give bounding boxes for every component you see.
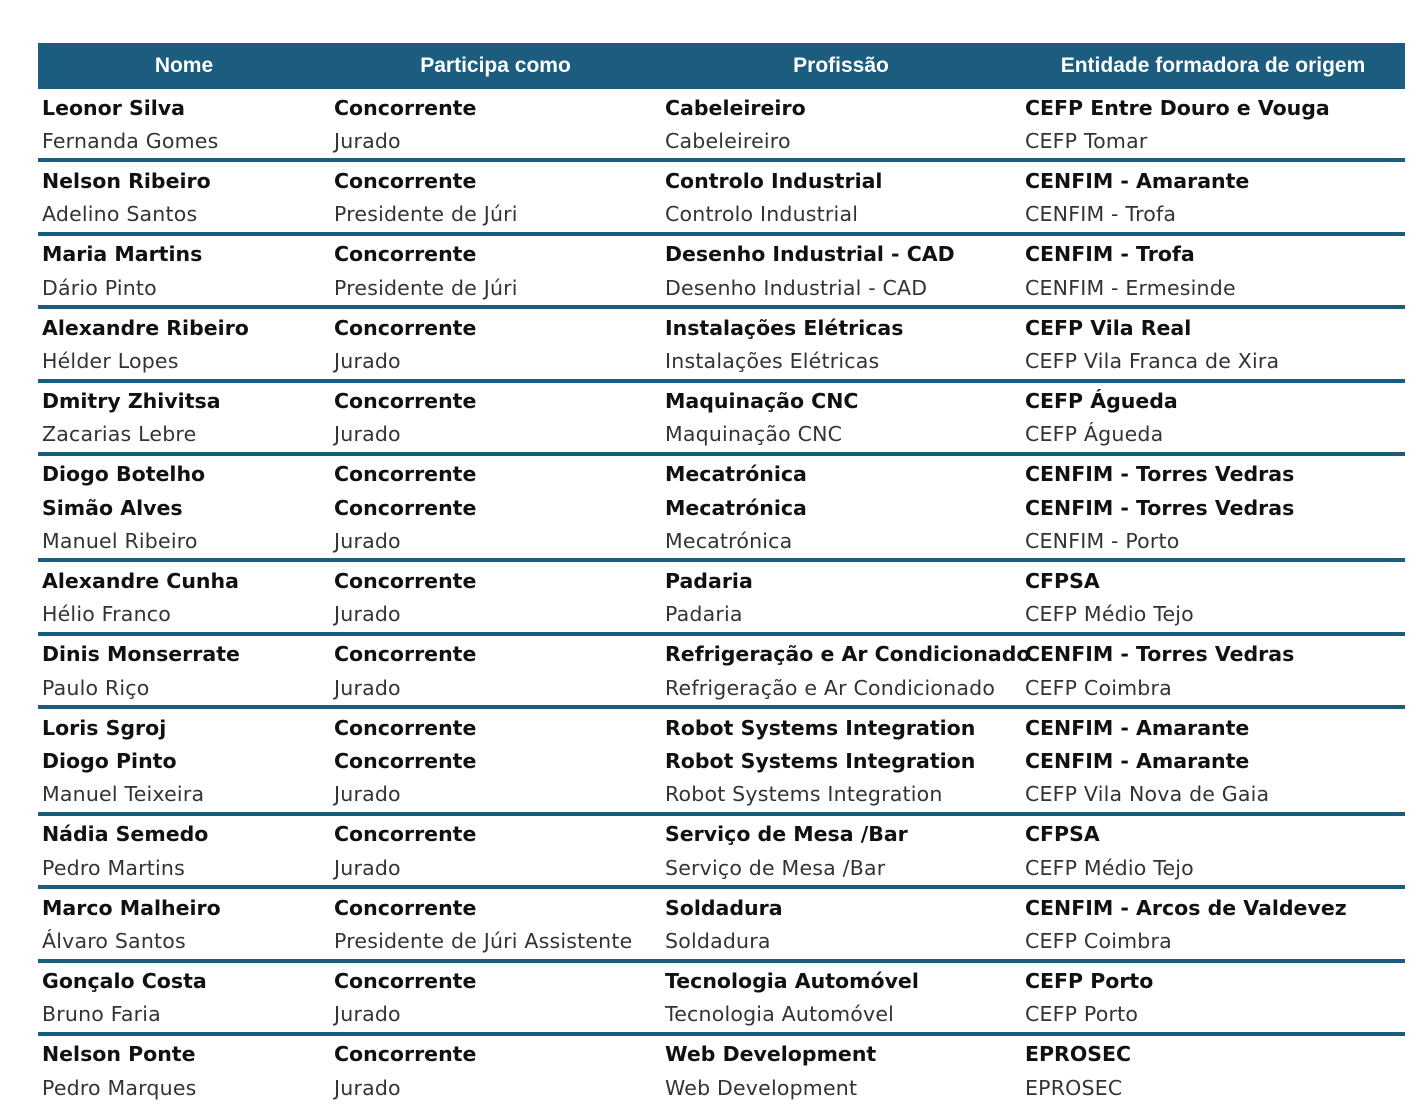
table-group [38, 162, 1405, 235]
cell-nome: Manuel Teixeira [42, 782, 205, 807]
cell-entidade: CEFP Águeda [1025, 422, 1164, 447]
table-row [38, 924, 1405, 957]
cell-profissao: Instalações Elétricas [665, 315, 904, 340]
table-group [38, 456, 1405, 563]
cell-entidade: CEFP Águeda [1025, 389, 1178, 414]
cell-participa-como: Concorrente [334, 895, 477, 920]
cell-participa-como: Jurado [334, 422, 401, 447]
cell-profissao: Padaria [665, 569, 753, 594]
table-group [38, 383, 1405, 456]
cell-profissao: Refrigeração e Ar Condicionado [665, 642, 1031, 667]
cell-nome: Zacarias Lebre [42, 422, 197, 447]
table-row [38, 491, 1405, 524]
cell-nome: Gonçalo Costa [42, 969, 207, 994]
header-profissao: Profissão [793, 54, 889, 77]
table-group [38, 963, 1405, 1036]
cell-participa-como: Concorrente [334, 95, 477, 120]
header-nome: Nome [154, 54, 214, 77]
header-entidade: Entidade formadora de origem [1060, 54, 1366, 77]
cell-nome: Bruno Faria [42, 1002, 161, 1027]
cell-nome: Leonor Silva [42, 95, 185, 120]
cell-entidade: EPROSEC [1025, 1042, 1132, 1067]
cell-participa-como: Concorrente [334, 462, 477, 487]
cell-participa-como: Concorrente [334, 822, 477, 847]
cell-nome: Hélder Lopes [42, 348, 179, 373]
table-row [38, 851, 1405, 884]
table-row [38, 124, 1405, 157]
table-group [38, 636, 1405, 709]
table-row [38, 1038, 1405, 1071]
cell-profissao: Desenho Industrial - CAD [665, 242, 955, 267]
cell-nome: Diogo Botelho [42, 462, 206, 487]
cell-entidade: CENFIM - Trofa [1025, 202, 1177, 227]
cell-nome: Álvaro Santos [42, 928, 186, 953]
cell-entidade: CFPSA [1025, 822, 1100, 847]
cell-profissao: Soldadura [665, 928, 771, 953]
cell-entidade: CFPSA [1025, 569, 1100, 594]
table-body [38, 89, 1405, 1105]
cell-participa-como: Concorrente [334, 242, 477, 267]
cell-entidade: CEFP Coimbra [1025, 928, 1172, 953]
table-row [38, 271, 1405, 304]
cell-profissao: Padaria [665, 602, 743, 627]
table-row [38, 891, 1405, 924]
table-row [38, 998, 1405, 1031]
cell-participa-como: Concorrente [334, 389, 477, 414]
table-group [38, 816, 1405, 889]
cell-nome: Maria Martins [42, 242, 203, 267]
table-group [38, 309, 1405, 382]
table-row [38, 198, 1405, 231]
table-group [38, 889, 1405, 962]
cell-participa-como: Concorrente [334, 569, 477, 594]
cell-nome: Simão Alves [42, 495, 183, 520]
table-row [38, 91, 1405, 124]
table-row [38, 1071, 1405, 1104]
cell-nome: Alexandre Cunha [42, 569, 239, 594]
cell-nome: Dmitry Zhivitsa [42, 389, 221, 414]
cell-profissao: Instalações Elétricas [665, 348, 880, 373]
table-group [38, 89, 1405, 162]
cell-participa-como: Concorrente [334, 168, 477, 193]
cell-entidade: CEFP Entre Douro e Vouga [1025, 95, 1330, 120]
cell-nome: Nelson Ribeiro [42, 168, 211, 193]
cell-profissao: Desenho Industrial - CAD [665, 275, 928, 300]
cell-entidade: CEFP Porto [1025, 969, 1154, 994]
cell-profissao: Robot Systems Integration [665, 782, 943, 807]
cell-participa-como: Jurado [334, 782, 401, 807]
table-row [38, 564, 1405, 597]
table-row [38, 818, 1405, 851]
cell-nome: Paulo Riço [42, 675, 150, 700]
cell-entidade: CEFP Coimbra [1025, 675, 1172, 700]
cell-profissao: Mecatrónica [665, 462, 807, 487]
cell-entidade: CEFP Vila Franca de Xira [1025, 348, 1280, 373]
table-group [38, 1036, 1405, 1105]
cell-participa-como: Jurado [334, 1075, 401, 1100]
table-row [38, 238, 1405, 271]
cell-profissao: Refrigeração e Ar Condicionado [665, 675, 996, 700]
cell-profissao: Web Development [665, 1075, 858, 1100]
cell-nome: Manuel Ribeiro [42, 528, 198, 553]
cell-participa-como: Jurado [334, 602, 401, 627]
cell-nome: Adelino Santos [42, 202, 198, 227]
cell-entidade: CENFIM - Porto [1025, 528, 1180, 553]
cell-profissao: Robot Systems Integration [665, 715, 976, 740]
cell-nome: Diogo Pinto [42, 748, 177, 773]
table-group [38, 236, 1405, 309]
cell-participa-como: Concorrente [334, 748, 477, 773]
cell-participa-como: Presidente de Júri Assistente [334, 928, 633, 953]
cell-profissao: Mecatrónica [665, 528, 793, 553]
cell-profissao: Web Development [665, 1042, 877, 1067]
cell-profissao: Robot Systems Integration [665, 748, 976, 773]
header-participa-como: Participa como [420, 54, 571, 77]
table-row [38, 344, 1405, 377]
cell-profissao: Serviço de Mesa /Bar [665, 855, 886, 880]
cell-profissao: Cabeleireiro [665, 128, 791, 153]
cell-nome: Pedro Martins [42, 855, 185, 880]
cell-nome: Hélio Franco [42, 602, 171, 627]
cell-entidade: EPROSEC [1025, 1075, 1123, 1100]
cell-participa-como: Presidente de Júri [334, 202, 518, 227]
cell-participa-como: Concorrente [334, 1042, 477, 1067]
participants-table [38, 43, 1405, 1105]
cell-profissao: Controlo Industrial [665, 168, 883, 193]
cell-profissao: Soldadura [665, 895, 783, 920]
table-group [38, 562, 1405, 635]
cell-profissao: Tecnologia Automóvel [665, 1002, 895, 1027]
table-row [38, 638, 1405, 671]
cell-entidade: CEFP Médio Tejo [1025, 855, 1194, 880]
cell-profissao: Maquinação CNC [665, 422, 843, 447]
cell-entidade: CEFP Vila Nova de Gaia [1025, 782, 1270, 807]
cell-entidade: CENFIM - Torres Vedras [1025, 495, 1295, 520]
cell-participa-como: Jurado [334, 675, 401, 700]
table-row [38, 598, 1405, 631]
cell-entidade: CENFIM - Torres Vedras [1025, 642, 1295, 667]
cell-entidade: CENFIM - Amarante [1025, 168, 1250, 193]
cell-profissao: Cabeleireiro [665, 95, 806, 120]
table-row [38, 711, 1405, 744]
cell-profissao: Controlo Industrial [665, 202, 859, 227]
cell-entidade: CEFP Médio Tejo [1025, 602, 1194, 627]
cell-nome: Loris Sgroj [42, 715, 167, 740]
cell-participa-como: Jurado [334, 348, 401, 373]
cell-entidade: CENFIM - Amarante [1025, 748, 1250, 773]
cell-entidade: CENFIM - Arcos de Valdevez [1025, 895, 1347, 920]
table-row [38, 965, 1405, 998]
table-row [38, 164, 1405, 197]
cell-participa-como: Jurado [334, 128, 401, 153]
cell-nome: Fernanda Gomes [42, 128, 219, 153]
cell-entidade: CEFP Porto [1025, 1002, 1139, 1027]
cell-profissao: Tecnologia Automóvel [665, 969, 919, 994]
table-row [38, 418, 1405, 451]
cell-nome: Dário Pinto [42, 275, 157, 300]
cell-participa-como: Concorrente [334, 642, 477, 667]
cell-profissao: Mecatrónica [665, 495, 807, 520]
cell-participa-como: Concorrente [334, 315, 477, 340]
cell-profissao: Serviço de Mesa /Bar [665, 822, 908, 847]
table-row [38, 778, 1405, 811]
cell-nome: Alexandre Ribeiro [42, 315, 249, 340]
cell-entidade: CEFP Tomar [1025, 128, 1148, 153]
table-row [38, 385, 1405, 418]
cell-nome: Nelson Ponte [42, 1042, 196, 1067]
cell-nome: Pedro Marques [42, 1075, 197, 1100]
table-row [38, 744, 1405, 777]
cell-participa-como: Concorrente [334, 715, 477, 740]
table-row [38, 524, 1405, 557]
table-row [38, 311, 1405, 344]
cell-entidade: CEFP Vila Real [1025, 315, 1192, 340]
cell-participa-como: Jurado [334, 1002, 401, 1027]
table-header [38, 43, 1405, 89]
cell-participa-como: Jurado [334, 855, 401, 880]
cell-nome: Marco Malheiro [42, 895, 221, 920]
cell-nome: Nádia Semedo [42, 822, 209, 847]
cell-entidade: CENFIM - Ermesinde [1025, 275, 1236, 300]
table-row [38, 671, 1405, 704]
table-group [38, 709, 1405, 816]
cell-participa-como: Concorrente [334, 495, 477, 520]
cell-nome: Dinis Monserrate [42, 642, 240, 667]
cell-participa-como: Jurado [334, 528, 401, 553]
cell-entidade: CENFIM - Torres Vedras [1025, 462, 1295, 487]
cell-entidade: CENFIM - Trofa [1025, 242, 1195, 267]
cell-participa-como: Presidente de Júri [334, 275, 518, 300]
cell-participa-como: Concorrente [334, 969, 477, 994]
cell-entidade: CENFIM - Amarante [1025, 715, 1250, 740]
cell-profissao: Maquinação CNC [665, 389, 859, 414]
table-row [38, 458, 1405, 491]
